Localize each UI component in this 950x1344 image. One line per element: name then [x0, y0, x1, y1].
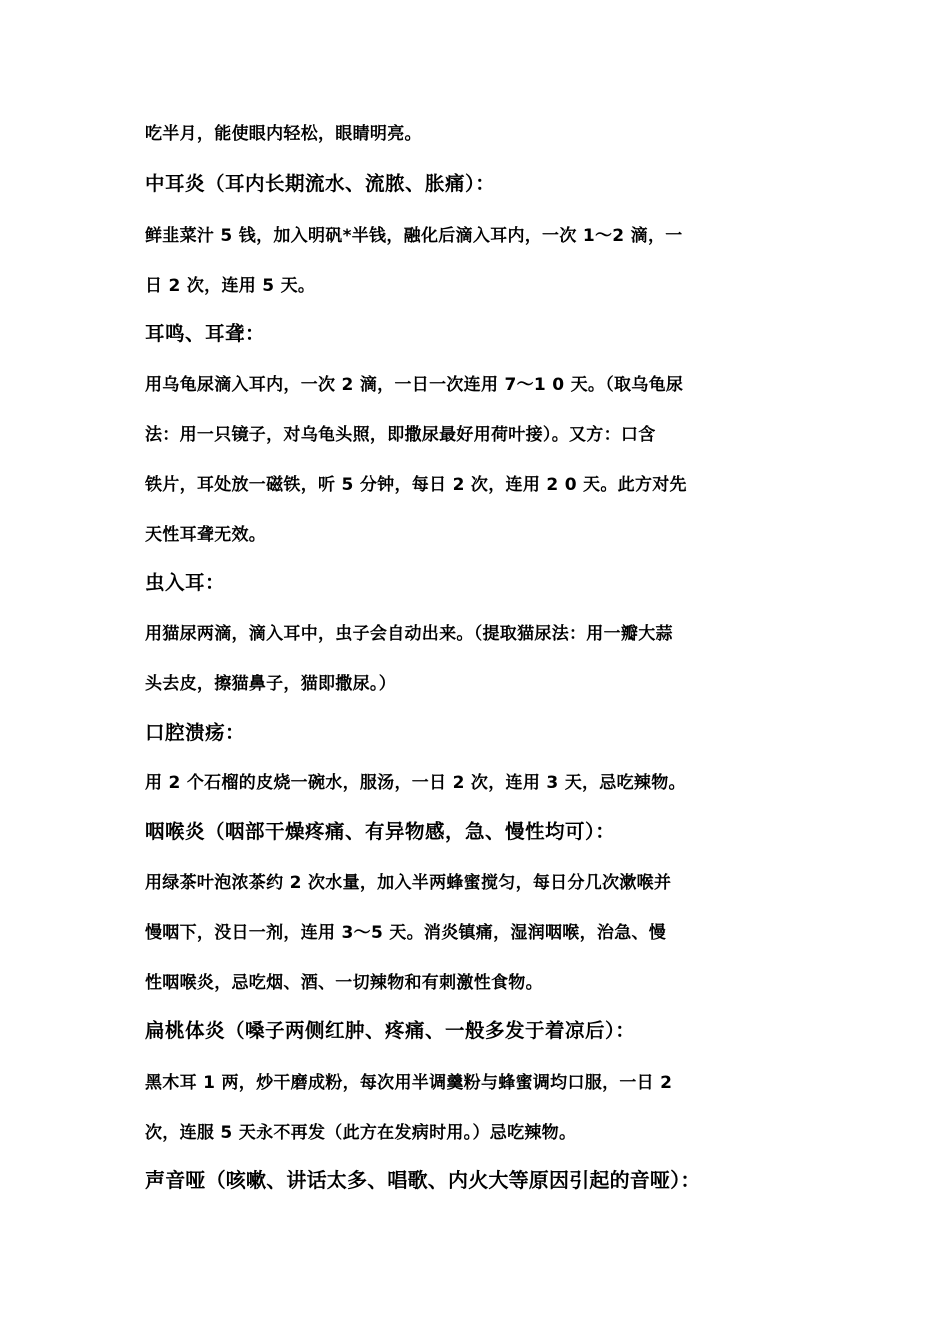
section-heading-mouth-ulcer: 口腔溃疡： — [145, 721, 246, 744]
paragraph-line: 慢咽下，没日一剂，连用 3～5 天。消炎镇痛，湿润咽喉，治急、慢 — [145, 923, 667, 943]
paragraph-line: 用猫尿两滴，滴入耳中，虫子会自动出来。（提取猫尿法：用一瓣大蒜 — [145, 624, 673, 644]
paragraph-line: 用绿茶叶泡浓茶约 2 次水量，加入半两蜂蜜搅匀，每日分几次漱喉并 — [145, 873, 672, 893]
paragraph-line: 头去皮，擦猫鼻子，猫即撒尿。） — [145, 674, 396, 694]
paragraph-line: 法：用一只镜子，对乌龟头照，即撒尿最好用荷叶接）。又方：口含 — [145, 425, 656, 445]
paragraph-line: 性咽喉炎，忌吃烟、酒、一切辣物和有刺激性食物。 — [145, 973, 543, 993]
section-heading-pharyngitis: 咽喉炎（咽部干燥疼痛、有异物感，急、慢性均可）： — [145, 820, 616, 843]
section-heading-insect-in-ear: 虫入耳： — [145, 571, 226, 594]
section-heading-tonsillitis: 扁桃体炎（嗓子两侧红肿、疼痛、一般多发于着凉后）： — [145, 1019, 636, 1042]
paragraph-line: 天性耳聋无效。 — [145, 525, 267, 545]
section-heading-otitis-media: 中耳炎（耳内长期流水、流脓、胀痛）： — [145, 172, 496, 195]
paragraph-line: 用 2 个石榴的皮烧一碗水，服汤，一日 2 次，连用 3 天，忌吃辣物。 — [145, 773, 686, 793]
paragraph-line: 吃半月，能使眼内轻松，眼睛明亮。 — [145, 124, 422, 144]
paragraph-line: 铁片，耳处放一磁铁，听 5 分钟，每日 2 次，连用 2 0 天。此方对先 — [145, 475, 687, 495]
paragraph-line: 黑木耳 1 两，炒干磨成粉，每次用半调羹粉与蜂蜜调均口服，一日 2 — [145, 1073, 673, 1093]
section-heading-hoarse-voice: 声音哑（咳嗽、讲话太多、唱歌、内火大等原因引起的音哑）： — [145, 1168, 701, 1192]
paragraph-line: 次，连服 5 天永不再发（此方在发病时用。）忌吃辣物。 — [145, 1123, 577, 1143]
section-heading-tinnitus-deafness: 耳鸣、耳聋： — [145, 322, 266, 345]
paragraph-line: 鲜韭菜汁 5 钱，加入明矾*半钱，融化后滴入耳内，一次 1～2 滴，一 — [145, 226, 683, 246]
paragraph-line: 用乌龟尿滴入耳内，一次 2 滴，一日一次连用 7～1 0 天。（取乌龟尿 — [145, 375, 684, 395]
paragraph-line: 日 2 次，连用 5 天。 — [145, 276, 316, 296]
